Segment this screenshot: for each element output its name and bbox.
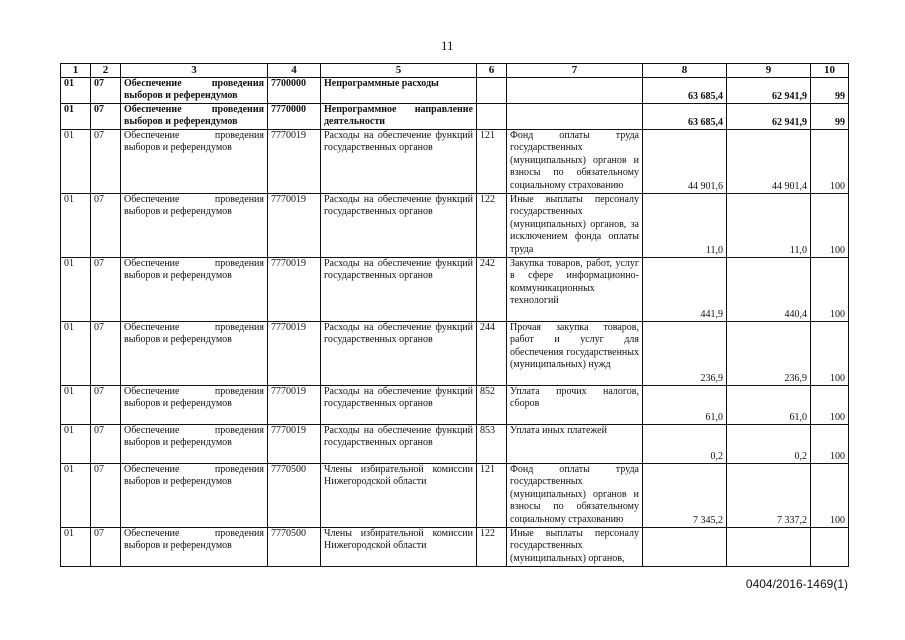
subsection-cell: 07 xyxy=(91,386,121,425)
header-cell-9: 9 xyxy=(727,64,811,78)
header-cell-3: 3 xyxy=(121,64,268,78)
expense-type-name-cell: Фонд оплаты труда государственных (муниципальных) органов и взносы по обязательному социальному страхованию xyxy=(507,464,643,528)
percent-cell: 100 xyxy=(811,258,849,322)
section-cell: 01 xyxy=(61,464,91,528)
section-name-cell: Обеспечение проведения выборов и референдумов xyxy=(121,464,268,528)
target-article-cell: 7770500 xyxy=(268,528,321,567)
percent-cell: 100 xyxy=(811,130,849,194)
planned-amount-cell: 63 685,4 xyxy=(643,78,727,104)
article-name-cell: Члены избирательной комиссии Нижегородской области xyxy=(321,528,477,567)
percent-cell: 99 xyxy=(811,78,849,104)
actual-amount-cell: 11,0 xyxy=(727,194,811,258)
section-cell: 01 xyxy=(61,528,91,567)
expense-type-cell: 852 xyxy=(477,386,507,425)
article-name-cell: Расходы на обеспечение функций государственных органов xyxy=(321,322,477,386)
planned-amount-cell: 61,0 xyxy=(643,386,727,425)
target-article-cell: 7770019 xyxy=(268,194,321,258)
section-cell: 01 xyxy=(61,386,91,425)
expense-type-name-cell: Уплата прочих налогов, сборов xyxy=(507,386,643,425)
table-row xyxy=(61,464,849,528)
subsection-cell: 07 xyxy=(91,104,121,130)
section-name-cell: Обеспечение проведения выборов и референдумов xyxy=(121,425,268,464)
header-cell-4: 4 xyxy=(268,64,321,78)
target-article-cell: 7770019 xyxy=(268,258,321,322)
table-row xyxy=(61,104,849,130)
section-name-cell: Обеспечение проведения выборов и референдумов xyxy=(121,130,268,194)
target-article-cell: 7770019 xyxy=(268,425,321,464)
actual-amount-cell: 236,9 xyxy=(727,322,811,386)
section-cell: 01 xyxy=(61,322,91,386)
planned-amount-cell: 63 685,4 xyxy=(643,104,727,130)
subsection-cell: 07 xyxy=(91,464,121,528)
budget-table xyxy=(60,63,849,567)
planned-amount-cell xyxy=(643,528,727,567)
percent-cell: 100 xyxy=(811,425,849,464)
header-cell-2: 2 xyxy=(91,64,121,78)
section-name-cell: Обеспечение проведения выборов и референдумов xyxy=(121,528,268,567)
section-name-cell: Обеспечение проведения выборов и референдумов xyxy=(121,386,268,425)
document-code: 0404/2016-1469(1) xyxy=(745,577,848,591)
actual-amount-cell: 7 337,2 xyxy=(727,464,811,528)
article-name-cell: Расходы на обеспечение функций государственных органов xyxy=(321,130,477,194)
header-cell-8: 8 xyxy=(643,64,727,78)
percent-cell: 100 xyxy=(811,194,849,258)
section-cell: 01 xyxy=(61,78,91,104)
planned-amount-cell: 7 345,2 xyxy=(643,464,727,528)
percent-cell: 100 xyxy=(811,464,849,528)
expense-type-cell: 121 xyxy=(477,130,507,194)
percent-cell: 100 xyxy=(811,322,849,386)
section-cell: 01 xyxy=(61,104,91,130)
target-article-cell: 7770019 xyxy=(268,386,321,425)
article-name-cell: Члены избирательной комиссии Нижегородской области xyxy=(321,464,477,528)
section-name-cell: Обеспечение проведения выборов и референдумов xyxy=(121,322,268,386)
header-cell-6: 6 xyxy=(477,64,507,78)
expense-type-cell: 242 xyxy=(477,258,507,322)
planned-amount-cell: 11,0 xyxy=(643,194,727,258)
table-row xyxy=(61,322,849,386)
expense-type-name-cell: Закупка товаров, работ, услуг в сфере информационно-коммуникационных технологий xyxy=(507,258,643,322)
article-name-cell: Непрограммное направление деятельности xyxy=(321,104,477,130)
subsection-cell: 07 xyxy=(91,322,121,386)
expense-type-cell xyxy=(477,104,507,130)
percent-cell xyxy=(811,528,849,567)
planned-amount-cell: 441,9 xyxy=(643,258,727,322)
target-article-cell: 7770019 xyxy=(268,130,321,194)
article-name-cell: Расходы на обеспечение функций государственных органов xyxy=(321,258,477,322)
percent-cell: 99 xyxy=(811,104,849,130)
table-row xyxy=(61,78,849,104)
expense-type-cell: 122 xyxy=(477,528,507,567)
table-row xyxy=(61,130,849,194)
expense-type-name-cell xyxy=(507,104,643,130)
expense-type-cell: 853 xyxy=(477,425,507,464)
target-article-cell: 7770000 xyxy=(268,104,321,130)
header-cell-7: 7 xyxy=(507,64,643,78)
target-article-cell: 7700000 xyxy=(268,78,321,104)
expense-type-name-cell: Иные выплаты персоналу государственных (муниципальных) органов, xyxy=(507,528,643,567)
actual-amount-cell: 44 901,4 xyxy=(727,130,811,194)
section-name-cell: Обеспечение проведения выборов и референдумов xyxy=(121,78,268,104)
table-row xyxy=(61,194,849,258)
percent-cell: 100 xyxy=(811,386,849,425)
planned-amount-cell: 44 901,6 xyxy=(643,130,727,194)
subsection-cell: 07 xyxy=(91,425,121,464)
expense-type-name-cell: Иные выплаты персоналу государственных (муниципальных) органов, за исключением фонда оплаты труда xyxy=(507,194,643,258)
planned-amount-cell: 0,2 xyxy=(643,425,727,464)
subsection-cell: 07 xyxy=(91,194,121,258)
planned-amount-cell: 236,9 xyxy=(643,322,727,386)
actual-amount-cell: 62 941,9 xyxy=(727,78,811,104)
expense-type-name-cell: Фонд оплаты труда государственных (муниципальных) органов и взносы по обязательному социальному страхованию xyxy=(507,130,643,194)
actual-amount-cell: 0,2 xyxy=(727,425,811,464)
subsection-cell: 07 xyxy=(91,528,121,567)
article-name-cell: Расходы на обеспечение функций государственных органов xyxy=(321,386,477,425)
section-cell: 01 xyxy=(61,425,91,464)
section-name-cell: Обеспечение проведения выборов и референдумов xyxy=(121,104,268,130)
expense-type-name-cell: Уплата иных платежей xyxy=(507,425,643,464)
subsection-cell: 07 xyxy=(91,78,121,104)
actual-amount-cell: 440,4 xyxy=(727,258,811,322)
actual-amount-cell: 62 941,9 xyxy=(727,104,811,130)
header-row xyxy=(61,64,849,78)
target-article-cell: 7770019 xyxy=(268,322,321,386)
expense-type-name-cell: Прочая закупка товаров, работ и услуг для обеспечения государственных (муниципальных) нужд xyxy=(507,322,643,386)
section-name-cell: Обеспечение проведения выборов и референдумов xyxy=(121,258,268,322)
section-cell: 01 xyxy=(61,258,91,322)
expense-type-cell: 121 xyxy=(477,464,507,528)
target-article-cell: 7770500 xyxy=(268,464,321,528)
header-cell-10: 10 xyxy=(811,64,849,78)
header-cell-5: 5 xyxy=(321,64,477,78)
table-row xyxy=(61,425,849,464)
table-row xyxy=(61,528,849,567)
expense-type-cell: 122 xyxy=(477,194,507,258)
article-name-cell: Непрограммные расходы xyxy=(321,78,477,104)
article-name-cell: Расходы на обеспечение функций государственных органов xyxy=(321,194,477,258)
subsection-cell: 07 xyxy=(91,258,121,322)
table-row xyxy=(61,258,849,322)
expense-type-cell xyxy=(477,78,507,104)
section-cell: 01 xyxy=(61,194,91,258)
page-number: 11 xyxy=(441,38,454,53)
section-cell: 01 xyxy=(61,130,91,194)
section-name-cell: Обеспечение проведения выборов и референдумов xyxy=(121,194,268,258)
article-name-cell: Расходы на обеспечение функций государственных органов xyxy=(321,425,477,464)
header-cell-1: 1 xyxy=(61,64,91,78)
subsection-cell: 07 xyxy=(91,130,121,194)
expense-type-cell: 244 xyxy=(477,322,507,386)
actual-amount-cell: 61,0 xyxy=(727,386,811,425)
table-row xyxy=(61,386,849,425)
actual-amount-cell xyxy=(727,528,811,567)
expense-type-name-cell xyxy=(507,78,643,104)
